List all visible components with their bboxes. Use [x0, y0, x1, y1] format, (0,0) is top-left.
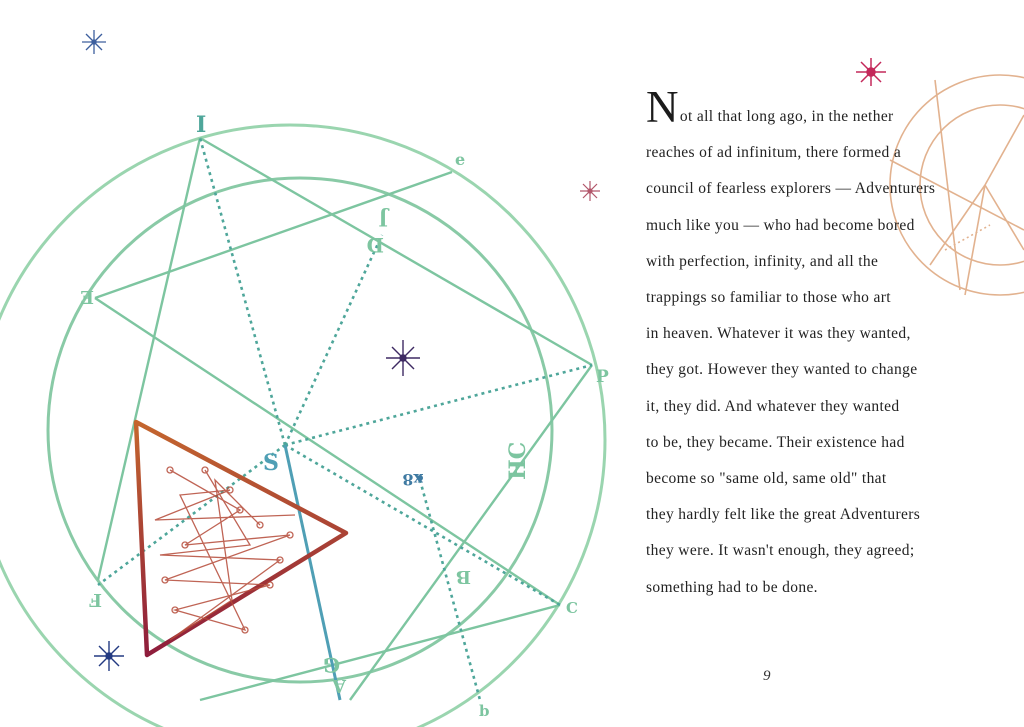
text-line: they were. It wasn't enough, they agreed;: [646, 542, 915, 560]
sparkle-bottom-left-icon: [94, 641, 124, 671]
page-number: 9: [763, 668, 771, 684]
sparkle-red-icon: [856, 58, 886, 86]
sparkle-top-left-icon: [82, 30, 106, 54]
text-line: trappings so familiar to those who art: [646, 289, 891, 307]
text-line: reaches of ad infinitum, there formed a: [646, 144, 902, 162]
label-f: F: [89, 589, 102, 610]
label-c: C: [566, 599, 578, 617]
inner-orbit-circle: [48, 178, 552, 682]
drop-cap: N: [646, 82, 679, 132]
sparkle-center-icon: [386, 340, 420, 376]
text-line: much like you — who had become bored: [646, 216, 915, 234]
text-line: it, they did. And whatever they wanted: [646, 397, 900, 415]
label-s: S: [263, 450, 279, 476]
red-triangle: [136, 422, 346, 655]
sparkle-small-red-icon: [580, 181, 600, 201]
text-line: become so "same old, same old" that: [646, 470, 887, 488]
first-line-text: ot all that long ago, in the nether: [679, 108, 894, 125]
text-line: with perfection, infinity, and all the: [646, 252, 879, 270]
label-e-left: E: [80, 286, 94, 307]
text-line: something had to be done.: [646, 578, 818, 596]
text-line: council of fearless explorers — Adventurers: [646, 180, 936, 198]
label-b-lower: b: [479, 702, 490, 720]
label-j: J: [378, 207, 388, 231]
label-a: A: [332, 675, 346, 696]
label-d: D: [366, 233, 384, 257]
text-line: they hardly felt like the great Adventurers: [646, 506, 921, 524]
label-e-upper: e: [455, 150, 466, 169]
first-line: [646, 82, 986, 135]
text-line: they got. However they wanted to change: [646, 361, 918, 379]
label-b: B: [455, 566, 471, 587]
label-p: P: [596, 367, 609, 387]
label-hc: HC: [505, 441, 531, 480]
outer-orbit-circle: [0, 125, 605, 727]
story-text: [646, 82, 986, 606]
text-line: to be, they became. Their existence had: [646, 433, 905, 451]
label-top: I: [196, 112, 207, 138]
text-line: in heaven. Whatever it was they wanted,: [646, 325, 911, 343]
label-star: x8: [402, 470, 423, 489]
label-g: G: [322, 653, 340, 677]
